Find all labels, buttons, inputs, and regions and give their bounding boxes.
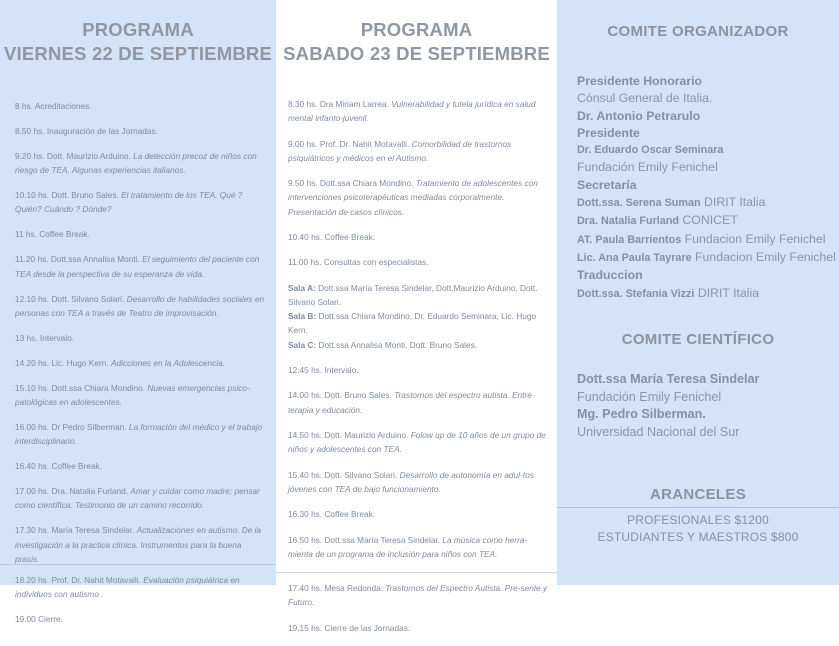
cientifico-list (577, 371, 837, 441)
schedule-item: 16.40 hs. Coffee Break. (15, 461, 103, 472)
schedule-item: 14.20 hs. Lic. Hugo Kern. Adicciones en la Adolescencia. (15, 357, 226, 368)
viernes-schedule (15, 99, 268, 637)
schedule-item: 12.10 hs. Dott. Silvano Solari. Desarrollo de habilidades sociales en personas con TEA a través de Teatro de improvisación. (15, 293, 265, 318)
petrarulo-line: Dr. Antonio Petrarulo (577, 108, 701, 123)
schedule-item: 16.50 hs. Dott.ssa María Teresa Sindelar. La música como herra-mienta de un programa de inclusión para niños con TEA. (288, 534, 528, 559)
sala-c: Sala C: Dott.ssa Annalisa Monti, Dott. Bruno Sales. (288, 339, 478, 350)
organizador-list (577, 73, 837, 303)
secretaria-label: Secretaría (577, 177, 637, 192)
precio-estudiantes: ESTUDIANTES Y MAESTROS $800 (597, 530, 799, 544)
schedule-item: 17.40 hs. Mesa Redonda: Trastornos del Espectro Autista. Pre-sente y Futuro. (276, 572, 557, 609)
aranceles-prices (557, 512, 839, 546)
sabado-title-line1: PROGRAMA (360, 19, 473, 40)
viernes-title-line2: VIERNES 22 DE SEPTIEMBRE (4, 43, 272, 64)
aranceles-divider (557, 507, 839, 508)
presidente-honorario-label: Presidente Honorario (577, 74, 703, 88)
schedule-item: 15.10 hs. Dott.ssa Chiara Mondino. Nuevas emergencias psico-patológicas en adolescentes. (15, 382, 250, 408)
schedule-item: 10.40 hs. Coffee Break. (288, 231, 376, 242)
schedule-item: 11.00 hs. Consultas con especialistas. (288, 257, 429, 268)
fundacion-line: Fundación Emily Fenichel (577, 160, 718, 175)
schedule-item: 9.00 hs. Prof. Dr. Nahit Motavalli. Comorbilidad de trastornos psiquiátricos y médicos en el Autismo. (288, 138, 512, 163)
schedule-item: 14.50 hs. Dott. Maurizio Arduino. Folow up de 10 años de un grupo de niños y adolescentes con TEA. (288, 429, 546, 455)
schedule-item: 17.00 hs. Dra. Natalia Furland. Amar y cuidar como madre; pensar como científica. Testimonio de un camino recorrido. (15, 486, 260, 511)
schedule-item: 8.50 hs. Inauguración de las Jornadas. (15, 126, 158, 136)
sabado-schedule (288, 97, 547, 646)
suman-line: Dott.ssa. Serena Suman DIRIT Italia (577, 195, 766, 210)
sala-b: Sala B: Dott.ssa Chiara Mondino, Dr. Eduardo Seminara, Lic. Hugo Kern. (288, 311, 537, 336)
schedule-item: 10.10 hs. Dott. Bruno Sales. El tratamiento de los TEA. Qué ? Quién? Cuándo ? Dónde? (15, 190, 243, 215)
viernes-title-line1: PROGRAMA (82, 19, 194, 40)
schedule-item: 16.00 hs. Dr Pedro Silberman. La formación del médico y el trabajo interdisciplinario. (15, 422, 263, 447)
sabado-header (276, 0, 557, 66)
schedule-item: 14.00 hs. Dott. Bruno Sales. Trastornos del espectro autista. Entre terapia y educación. (288, 390, 532, 415)
organizador-title: COMITE ORGANIZADOR (607, 23, 789, 40)
presidente-label: Presidente (577, 125, 640, 140)
schedule-item: 16.30 hs. Coffee Break. (288, 509, 376, 520)
universidad-line: Universidad Nacional del Sur (577, 424, 740, 439)
barrientos-line: AT. Paula Barrientos Fundacion Emily Fenichel (577, 231, 826, 246)
schedule-item: 12.45 hs. Intervalo. (288, 364, 359, 375)
schedule-item: 15.40 hs. Dott. Silvano Solari. Desarrollo de autonomía en adul-tos jóvenes con TEA de bajo funcionamiento. (288, 469, 534, 494)
schedule-item: 19.15 hs. Cierre de las Jornadas. (288, 622, 411, 633)
cientifico-fundacion-line: Fundación Emily Fenichel (577, 389, 722, 404)
sabado-column (276, 0, 557, 633)
schedule-item: 17.30 hs. María Teresa Sindelar. Actualizaciones en autismo. De la investigación a la practica clínica. Instrumentos para la buena praxis. (15, 525, 262, 564)
salas-block (288, 281, 547, 352)
schedule-item: 13 hs. Intervalo. (15, 332, 75, 343)
consul-line: Cónsul General de Italia. (577, 91, 713, 106)
schedule-item: 11.20 hs. Dott.ssa Annalisa Monti. El seguimiento del paciente con TEA desde la perspectiva de su esperanza de vida. (15, 254, 260, 279)
cientifico-title: COMITE CIENTÍFICO (621, 331, 775, 348)
aranceles-title: ARANCELES (649, 486, 747, 503)
sabado-title-line2: SABADO 23 DE SEPTIEMBRE (283, 43, 550, 64)
schedule-item: 8 hs. Acreditaciones. (15, 101, 92, 111)
vizzi-line: Dott.ssa. Stefania Vizzi DIRIT Italia (577, 285, 760, 300)
seminara-line: Dr. Eduardo Oscar Seminara (577, 144, 724, 157)
precio-profesionales: PROFESIONALES $1200 (627, 513, 769, 527)
comites-column (557, 0, 839, 585)
viernes-header (0, 0, 276, 66)
schedule-item: 19.00 Cierre. (15, 614, 63, 625)
sala-a: Sala A: Dott.ssa María Teresa Sindelar, Dott.Maurizio Arduino, Dott. Silvano Solari. (288, 282, 538, 307)
sindelar-line: Dott.ssa María Teresa Sindelar (577, 372, 760, 386)
traduccion-label: Traduccion (577, 268, 643, 283)
schedule-item: 9.50 hs. Dott.ssa Chiara Mondino. Tratamiento de adolescentes con intervenciones psicoterapéuticas mediadas corporalmente. Presentación de casos clínicos. (288, 178, 538, 217)
schedule-item: 9.20 hs. Dott. Maurizio Arduino. La detección precoz de niños con riesgo de TEA. Algunas experiencias italianos. (15, 151, 257, 176)
schedule-item: 11 hs. Coffee Break. (15, 229, 90, 240)
silberman-line: Mg. Pedro Silberman. (577, 407, 706, 421)
viernes-column (0, 0, 276, 625)
tayrare-line: Lic. Ana Paula Tayrare Fundacion Emily Fenichel (577, 249, 836, 264)
schedule-item: 8.30 hs. Dra Miriam Larrea. Vulnerabilidad y tutela jurídica en salud mental infanto-juvenil. (288, 99, 536, 124)
schedule-item: 18.20 hs. Prof. Dr. Nahit Motavalli. Evaluación psiquiátrica en individuos con autismo . (0, 564, 276, 601)
furland-line: Dra. Natalia Furland CONICET (577, 213, 738, 228)
